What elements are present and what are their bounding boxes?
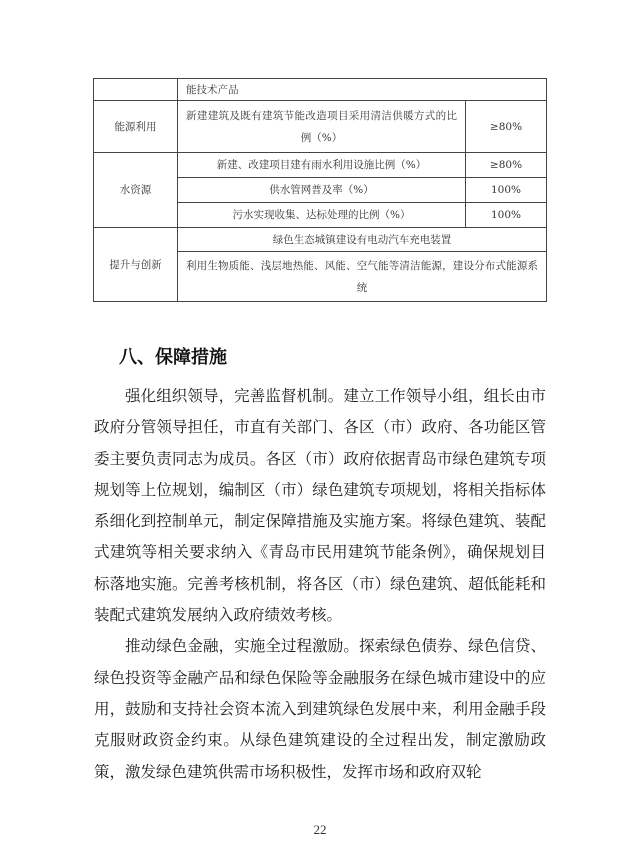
table-cell-empty [94, 79, 178, 101]
table-cell-category: 水资源 [94, 153, 178, 228]
table-cell-item: 新建、改建项目建有雨水利用设施比例（%） [178, 153, 466, 178]
table-cell-item: 供水管网普及率（%） [178, 178, 466, 203]
table-cell-target: ≥80% [466, 101, 547, 153]
table-cell-target: ≥80% [466, 153, 547, 178]
paragraph-lead: 推动绿色金融，实施全过程激励。 [125, 637, 359, 656]
paragraph-text: 探索绿色债券、绿色信贷、绿色投资等金融产品和绿色保险等金融服务在绿色城市建设中的应用，鼓励和支持社会资本流入到建筑绿色发展中来，利用金融手段克服财政资金约束。从绿色建筑建设的全过程出发，制定激励政策，激发绿色建筑供需市场积极性，发挥市场和政府双轮 [94, 637, 546, 781]
table-cell-item: 污水实现收集、达标处理的比例（%） [178, 203, 466, 228]
table-cell-item: 新建建筑及既有建筑节能改造项目采用清洁供暖方式的比例（%） [186, 109, 457, 144]
table-row [94, 79, 547, 101]
paragraph [94, 631, 546, 787]
table-cell-target: 100% [466, 178, 547, 203]
table-cell-item-wrapper [178, 101, 466, 153]
paragraph-text: 建立工作领导小组，组长由市政府分管领导担任，市直有关部门、各区（市）政府、各功能区管委主要负责同志为成员。各区（市）政府依据青岛市绿色建筑专项规划等上位规划，编制区（市）绿色建筑专项规划，将相关指标体系细化到控制单元，制定保障措施及实施方案。将绿色建筑、装配式建筑等相关要求纳入《青岛市民用建筑节能条例》，确保规划目标落地实施。完善考核机制，将各区（市）绿色建筑、超低能耗和装配式建筑发展纳入政府绩效考核。 [94, 387, 546, 625]
table-cell-item-wrapper [178, 252, 547, 302]
table-cell-target: 100% [466, 203, 547, 228]
paragraph-lead: 强化组织领导，完善监督机制。 [125, 387, 344, 405]
paragraph [94, 381, 546, 631]
indicator-table [93, 78, 547, 302]
table-cell-item: 能技术产品 [178, 79, 547, 101]
table-cell-category: 能源利用 [94, 101, 178, 153]
section-heading: 八、保障措施 [119, 347, 227, 368]
table-cell-item: 绿色生态城镇建设有电动汽车充电装置 [178, 228, 547, 252]
table-row [94, 228, 547, 252]
table-cell-category: 提升与创新 [94, 228, 178, 302]
table-row [94, 101, 547, 153]
body-text [94, 381, 546, 788]
page-number: 22 [313, 822, 327, 837]
table-row [94, 153, 547, 178]
table-cell-item: 利用生物质能、浅层地热能、风能、空气能等清洁能源，建设分布式能源系统 [186, 259, 538, 294]
